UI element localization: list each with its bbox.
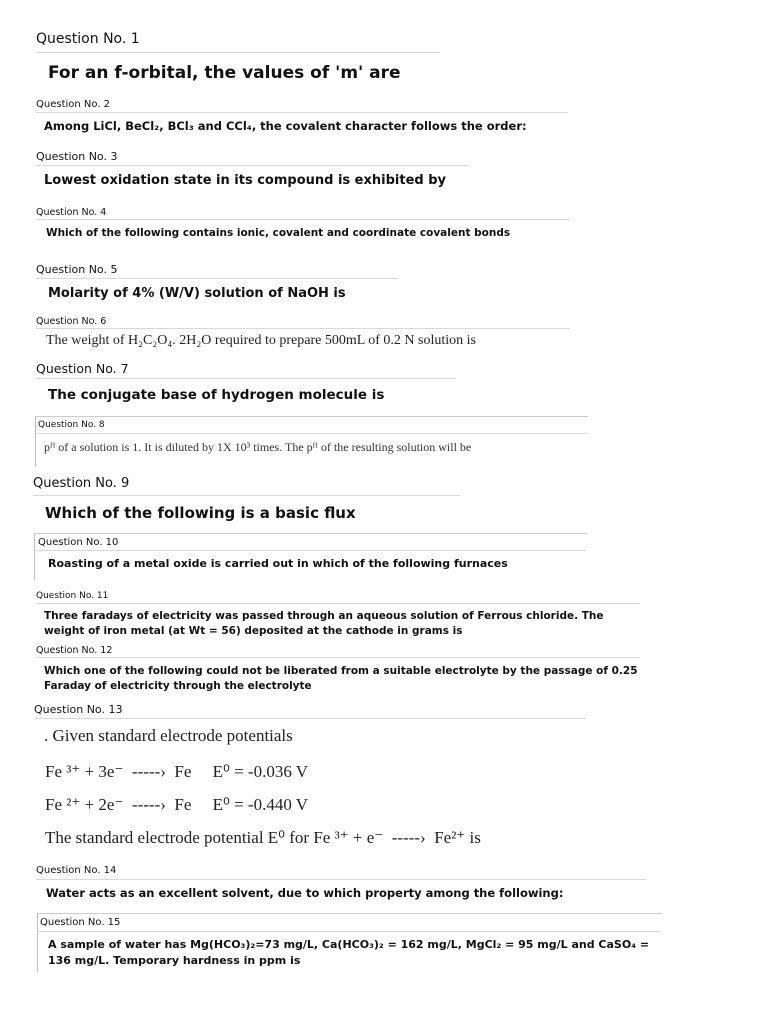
divider xyxy=(36,378,456,379)
question-text: Roasting of a metal oxide is carried out in which of the following furnaces xyxy=(48,557,508,570)
question-text: pᴴ of a solution is 1. It is diluted by 1X 10³ times. The pᴴ of the resulting solution will be xyxy=(44,440,472,454)
divider xyxy=(36,165,470,166)
question-label: Question No. 11 xyxy=(36,591,109,601)
question-label: Question No. 13 xyxy=(34,703,123,716)
question-text: Which one of the following could not be liberated from a suitable electrolyte by the passage of 0.25 Faraday of electricity through the electrolyte xyxy=(44,665,638,692)
question-label: Question No. 3 xyxy=(36,150,118,163)
question-text: Which of the following is a basic flux xyxy=(45,504,356,522)
divider xyxy=(36,433,588,434)
question-label: Question No. 10 xyxy=(38,537,119,548)
question-text: Molarity of 4% (W/V) solution of NaOH is xyxy=(48,286,346,301)
question-label: Question No. 2 xyxy=(36,99,111,110)
question-label: Question No. 4 xyxy=(36,207,107,218)
question-label: Question No. 7 xyxy=(36,361,129,376)
question-text: The conjugate base of hydrogen molecule is xyxy=(48,387,385,403)
question-text: The weight of H₂C₂O₄. 2H₂O required to prepare 500mL of 0.2 N solution is xyxy=(46,333,476,348)
question-label: Question No. 15 xyxy=(40,917,121,928)
question-text: Lowest oxidation state in its compound is exhibited by xyxy=(44,173,447,188)
question-text: Three faradays of electricity was passed through an aqueous solution of Ferrous chloride. The weight of iron metal (at Wt = 56) deposited at the cathode in grams is xyxy=(44,610,604,637)
divider xyxy=(36,112,568,113)
question-text: Which of the following contains ionic, covalent and coordinate covalent bonds xyxy=(46,227,511,239)
equation-line: Fe ³⁺ + 3e⁻ -----› Fe E⁰ = -0.036 V xyxy=(45,762,309,781)
question-text: . Given standard electrode potentials xyxy=(44,726,293,745)
divider xyxy=(34,718,586,719)
question-label: Question No. 12 xyxy=(36,645,113,656)
equation-line: The standard electrode potential E⁰ for Fe ³⁺ + e⁻ -----› Fe²⁺ is xyxy=(45,828,481,847)
question-text: A sample of water has Mg(HCO₃)₂=73 mg/L, Ca(HCO₃)₂ = 162 mg/L, MgCl₂ = 95 mg/L and CaSO₄ = 136 mg/L. Temporary hardness in ppm is xyxy=(48,938,650,967)
divider xyxy=(36,278,398,279)
question-label: Question No. 5 xyxy=(36,263,118,276)
question-label: Question No. 8 xyxy=(38,420,105,430)
divider xyxy=(36,52,440,53)
question-label: Question No. 9 xyxy=(33,476,130,491)
divider xyxy=(33,495,460,496)
divider xyxy=(36,219,570,220)
divider xyxy=(36,328,570,329)
equation-line: Fe ²⁺ + 2e⁻ -----› Fe E⁰ = -0.440 V xyxy=(45,795,309,814)
question-label: Question No. 6 xyxy=(36,316,107,327)
question-text: Water acts as an excellent solvent, due to which property among the following: xyxy=(46,886,564,900)
divider xyxy=(36,879,646,880)
divider xyxy=(34,550,586,551)
question-text: For an f-orbital, the values of 'm' are xyxy=(48,63,401,83)
divider xyxy=(36,657,640,658)
question-label: Question No. 14 xyxy=(36,865,117,876)
question-text: Among LiCl, BeCl₂, BCl₃ and CCl₄, the covalent character follows the order: xyxy=(44,119,527,133)
divider xyxy=(37,931,661,932)
divider xyxy=(36,603,640,604)
question-label: Question No. 1 xyxy=(36,31,140,47)
